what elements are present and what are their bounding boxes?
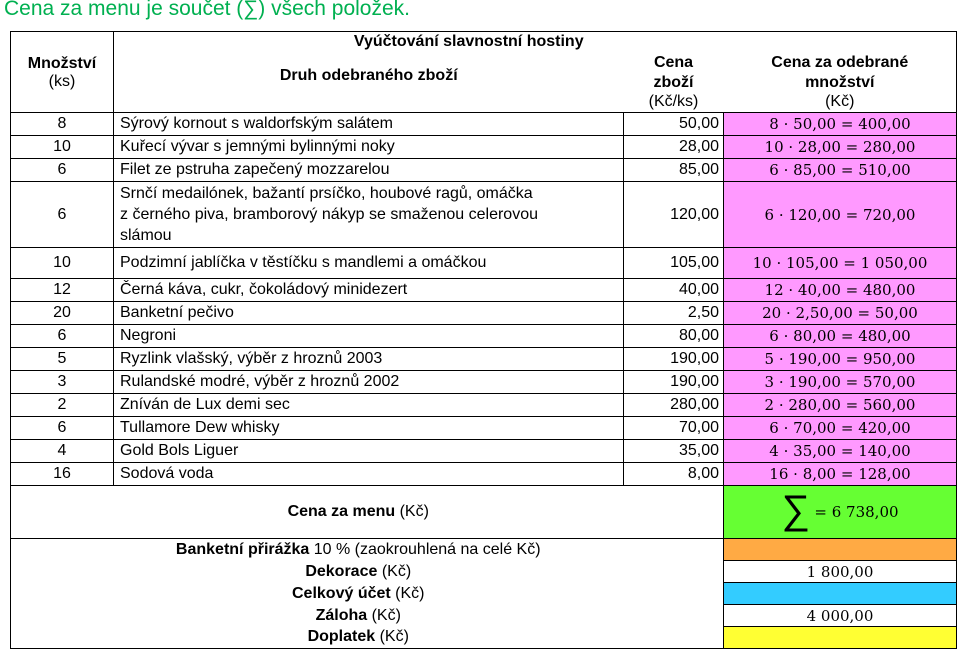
item-header: Druh odebraného zboží bbox=[279, 66, 458, 84]
total-cell: 6 · 120,00 = 720,00 bbox=[724, 182, 957, 248]
item-cell: Sýrový kornout s waldorfským salátem bbox=[114, 113, 624, 136]
total-header-line1: Cena za odebrané bbox=[724, 53, 957, 73]
table-row bbox=[11, 159, 957, 182]
grand-total-row bbox=[11, 583, 957, 605]
item-cell: Podzimní jablíčka v těstíčku s mandlemi a omáčkou bbox=[114, 248, 624, 279]
item-cell: Kuřecí vývar s jemnými bylinnými noky bbox=[114, 136, 624, 159]
grand-total-value bbox=[724, 583, 957, 605]
grand-total-label: Celkový účet (Kč) bbox=[114, 583, 724, 605]
table-row bbox=[11, 113, 957, 136]
table-row bbox=[11, 182, 957, 248]
qty-cell: 3 bbox=[11, 371, 114, 394]
table-row bbox=[11, 348, 957, 371]
qty-cell: 2 bbox=[11, 394, 114, 417]
invoice-table bbox=[10, 31, 957, 649]
qty-cell: 5 bbox=[11, 348, 114, 371]
price-header-unit: (Kč/ks) bbox=[624, 93, 724, 113]
deposit-label: Záloha (Kč) bbox=[114, 605, 724, 627]
price-cell: 8,00 bbox=[624, 463, 724, 486]
price-cell: 35,00 bbox=[624, 440, 724, 463]
item-cell: Srnčí medailónek, bažantí prsíčko, houbové ragů, omáčka z černého piva, bramborový nákyp se smaženou celerovou slámou bbox=[114, 182, 624, 248]
price-cell: 70,00 bbox=[624, 417, 724, 440]
menu-total-value: ∑ = 6 738,00 bbox=[724, 486, 957, 539]
table-title: Vyúčtování slavnostní hostiny bbox=[114, 32, 724, 53]
item-cell: Filet ze pstruha zapečený mozzarelou bbox=[114, 159, 624, 182]
total-cell: 5 · 190,00 = 950,00 bbox=[724, 348, 957, 371]
sum-icon: ∑ bbox=[781, 488, 810, 532]
qty-cell: 8 bbox=[11, 113, 114, 136]
table-row bbox=[11, 325, 957, 348]
balance-value bbox=[724, 627, 957, 649]
qty-cell: 10 bbox=[11, 136, 114, 159]
qty-cell: 6 bbox=[11, 417, 114, 440]
qty-cell: 20 bbox=[11, 302, 114, 325]
item-cell: Zníván de Lux demi sec bbox=[114, 394, 624, 417]
table-row bbox=[11, 440, 957, 463]
surcharge-row bbox=[11, 539, 957, 561]
total-cell: 20 · 2,50,00 = 50,00 bbox=[724, 302, 957, 325]
price-cell: 85,00 bbox=[624, 159, 724, 182]
total-cell: 3 · 190,00 = 570,00 bbox=[724, 371, 957, 394]
table-row bbox=[11, 463, 957, 486]
menu-total-label: Cena za menu (Kč) bbox=[114, 486, 724, 539]
page-caption: Cena za menu je součet (∑) všech položek. bbox=[4, 0, 411, 20]
item-cell: Černá káva, cukr, čokoládový minidezert bbox=[114, 279, 624, 302]
price-cell: 190,00 bbox=[624, 348, 724, 371]
table-row bbox=[11, 371, 957, 394]
price-cell: 2,50 bbox=[624, 302, 724, 325]
qty-cell: 10 bbox=[11, 248, 114, 279]
price-cell: 28,00 bbox=[624, 136, 724, 159]
surcharge-label: Banketní přirážka 10 % (zaokrouhlená na celé Kč) bbox=[114, 539, 724, 561]
qty-cell: 6 bbox=[11, 159, 114, 182]
table-row bbox=[11, 394, 957, 417]
total-cell: 10 · 105,00 = 1 050,00 bbox=[724, 248, 957, 279]
item-cell: Sodová voda bbox=[114, 463, 624, 486]
total-cell: 6 · 85,00 = 510,00 bbox=[724, 159, 957, 182]
total-cell: 2 · 280,00 = 560,00 bbox=[724, 394, 957, 417]
item-cell: Ryzlink vlašský, výběr z hroznů 2003 bbox=[114, 348, 624, 371]
item-cell: Rulandské modré, výběr z hroznů 2002 bbox=[114, 371, 624, 394]
price-cell: 105,00 bbox=[624, 248, 724, 279]
price-header-line2: zboží bbox=[653, 73, 694, 91]
total-cell: 8 · 50,00 = 400,00 bbox=[724, 113, 957, 136]
total-cell: 6 · 80,00 = 480,00 bbox=[724, 325, 957, 348]
table-row bbox=[11, 279, 957, 302]
total-cell: 16 · 8,00 = 128,00 bbox=[724, 463, 957, 486]
item-cell: Gold Bols Liguer bbox=[114, 440, 624, 463]
price-cell: 50,00 bbox=[624, 113, 724, 136]
deposit-value: 4 000,00 bbox=[724, 605, 957, 627]
total-header-unit: (Kč) bbox=[724, 93, 957, 113]
menu-total-row bbox=[11, 486, 957, 539]
qty-header-unit: (ks) bbox=[11, 73, 114, 93]
qty-cell: 16 bbox=[11, 463, 114, 486]
surcharge-value bbox=[724, 539, 957, 561]
price-cell: 120,00 bbox=[624, 182, 724, 248]
total-cell: 4 · 35,00 = 140,00 bbox=[724, 440, 957, 463]
total-cell: 12 · 40,00 = 480,00 bbox=[724, 279, 957, 302]
total-header-line2: množství bbox=[724, 73, 957, 93]
total-cell: 6 · 70,00 = 420,00 bbox=[724, 417, 957, 440]
table-row bbox=[11, 136, 957, 159]
qty-cell: 6 bbox=[11, 182, 114, 248]
table-row bbox=[11, 248, 957, 279]
price-header-line1: Cena bbox=[653, 53, 694, 71]
decoration-label: Dekorace (Kč) bbox=[114, 561, 724, 583]
qty-cell: 6 bbox=[11, 325, 114, 348]
table-row bbox=[11, 417, 957, 440]
item-cell: Negroni bbox=[114, 325, 624, 348]
item-cell: Banketní pečivo bbox=[114, 302, 624, 325]
qty-cell: 12 bbox=[11, 279, 114, 302]
price-cell: 40,00 bbox=[624, 279, 724, 302]
qty-cell: 4 bbox=[11, 440, 114, 463]
total-cell: 10 · 28,00 = 280,00 bbox=[724, 136, 957, 159]
balance-label: Doplatek (Kč) bbox=[114, 627, 724, 649]
deposit-row bbox=[11, 605, 957, 627]
qty-header: Množství bbox=[11, 32, 114, 73]
item-cell: Tullamore Dew whisky bbox=[114, 417, 624, 440]
decoration-value: 1 800,00 bbox=[724, 561, 957, 583]
price-cell: 190,00 bbox=[624, 371, 724, 394]
price-cell: 80,00 bbox=[624, 325, 724, 348]
table-row bbox=[11, 302, 957, 325]
decoration-row bbox=[11, 561, 957, 583]
balance-row bbox=[11, 627, 957, 649]
price-cell: 280,00 bbox=[624, 394, 724, 417]
